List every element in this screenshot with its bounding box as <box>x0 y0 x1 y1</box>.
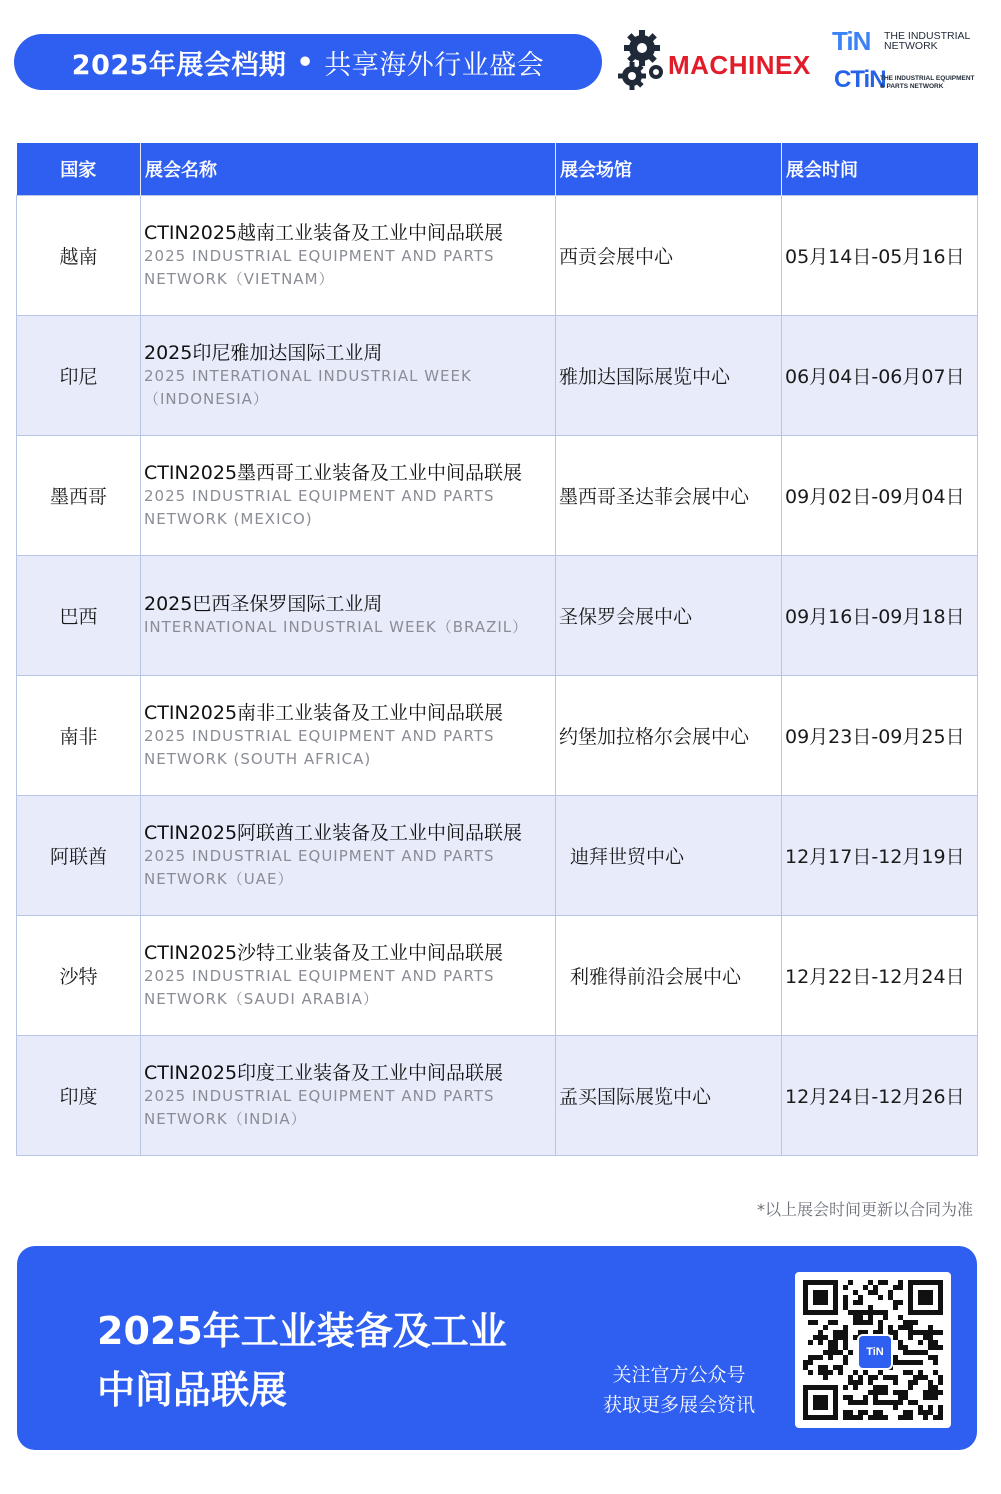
exhibition-name-cn: CTIN2025南非工业装备及工业中间品联展 <box>144 701 504 724</box>
machinex-logo-text: MACHINEX <box>668 50 811 80</box>
machinex-logo <box>616 26 812 96</box>
table-row <box>17 436 978 556</box>
ctin-logo <box>832 66 992 96</box>
exhibition-name-cn: CTIN2025阿联酋工业装备及工业中间品联展 <box>144 821 523 844</box>
table-header-row <box>17 143 978 196</box>
table-row <box>17 796 978 916</box>
table-row <box>17 916 978 1036</box>
ctin-logo-text: THE INDUSTRIAL EQUIPMENT & PARTS NETWORK <box>880 75 975 90</box>
exhibition-name-en: INTERNATIONAL INDUSTRIAL WEEK（BRAZIL） <box>144 618 529 636</box>
venue-cell: 约堡加拉格尔会展中心 <box>556 676 782 796</box>
promo-banner <box>17 1246 977 1450</box>
dates-cell: 12月24日-12月26日 <box>782 1036 978 1156</box>
dates-cell: 12月17日-12月19日 <box>782 796 978 916</box>
table-row <box>17 1036 978 1156</box>
country-cell: 印尼 <box>17 316 141 436</box>
exhibition-name-en: 2025 INDUSTRIAL EQUIPMENT AND PARTS NETWORK（UAE） <box>144 846 495 888</box>
country-cell: 南非 <box>17 676 141 796</box>
exhibition-name-cn: CTIN2025越南工业装备及工业中间品联展 <box>144 221 504 244</box>
country-cell: 印度 <box>17 1036 141 1156</box>
exhibition-name-cell <box>141 556 556 676</box>
table-row <box>17 676 978 796</box>
banner-title-line1: 2025年工业装备及工业 <box>97 1309 507 1353</box>
dates-cell: 09月23日-09月25日 <box>782 676 978 796</box>
exhibition-name-cn: 2025巴西圣保罗国际工业周 <box>144 593 383 615</box>
dates-cell: 05月14日-05月16日 <box>782 196 978 316</box>
disclaimer-note: *以上展会时间更新以合同为准 <box>756 1200 973 1219</box>
exhibition-name-cn: CTIN2025沙特工业装备及工业中间品联展 <box>144 941 504 964</box>
exhibition-name-cell <box>141 916 556 1036</box>
dates-cell: 09月02日-09月04日 <box>782 436 978 556</box>
ctin-logo-mark: CTiN <box>834 66 886 93</box>
header-country: 国家 <box>17 143 141 196</box>
follow-line2: 获取更多展会资讯 <box>603 1394 756 1416</box>
table-row <box>17 196 978 316</box>
exhibition-name-cell <box>141 196 556 316</box>
follow-line1: 关注官方公众号 <box>612 1364 746 1386</box>
exhibition-name-cell <box>141 676 556 796</box>
venue-cell: 西贡会展中心 <box>556 196 782 316</box>
header-exhibition-name: 展会名称 <box>141 143 556 196</box>
dates-cell: 06月04日-06月07日 <box>782 316 978 436</box>
exhibition-name-cell <box>141 436 556 556</box>
gears-icon <box>616 26 676 96</box>
follow-prompt <box>603 1360 755 1420</box>
qr-center-logo: TiN <box>857 1334 893 1370</box>
dates-cell: 09月16日-09月18日 <box>782 556 978 676</box>
table-row <box>17 316 978 436</box>
banner-title-line2: 中间品联展 <box>97 1368 288 1412</box>
country-cell: 越南 <box>17 196 141 316</box>
venue-cell: 墨西哥圣达菲会展中心 <box>556 436 782 556</box>
exhibition-name-en: 2025 INDUSTRIAL EQUIPMENT AND PARTS NETWORK (MEXICO) <box>144 486 495 528</box>
exhibition-name-en: 2025 INTERATIONAL INDUSTRIAL WEEK （INDONESIA） <box>144 366 472 408</box>
venue-cell: 雅加达国际展览中心 <box>556 316 782 436</box>
venue-cell: 孟买国际展览中心 <box>556 1036 782 1156</box>
header-banner <box>14 34 602 90</box>
tin-logo <box>830 26 990 56</box>
header-title-bold: 2025年展会档期 <box>71 49 287 81</box>
exhibition-name-cell <box>141 316 556 436</box>
exhibition-name-en: 2025 INDUSTRIAL EQUIPMENT AND PARTS NETWORK（SAUDI ARABIA） <box>144 966 495 1008</box>
venue-cell: 利雅得前沿会展中心 <box>556 916 782 1036</box>
exhibition-name-cn: CTIN2025墨西哥工业装备及工业中间品联展 <box>144 461 523 484</box>
exhibition-name-en: 2025 INDUSTRIAL EQUIPMENT AND PARTS NETWORK (SOUTH AFRICA) <box>144 726 495 768</box>
dates-cell: 12月22日-12月24日 <box>782 916 978 1036</box>
exhibition-name-en: 2025 INDUSTRIAL EQUIPMENT AND PARTS NETWORK（VIETNAM） <box>144 246 495 288</box>
country-cell: 墨西哥 <box>17 436 141 556</box>
table-row <box>17 556 978 676</box>
banner-title <box>97 1302 507 1420</box>
header-venue: 展会场馆 <box>556 143 782 196</box>
header-separator: • <box>296 46 315 78</box>
venue-cell: 迪拜世贸中心 <box>556 796 782 916</box>
tin-logo-text: THE INDUSTRIAL NETWORK <box>884 30 971 52</box>
venue-cell: 圣保罗会展中心 <box>556 556 782 676</box>
country-cell: 沙特 <box>17 916 141 1036</box>
header-dates: 展会时间 <box>782 143 978 196</box>
header-title-rest: 共享海外行业盛会 <box>324 49 545 81</box>
exhibition-name-en: 2025 INDUSTRIAL EQUIPMENT AND PARTS NETWORK（INDIA） <box>144 1086 495 1128</box>
country-cell: 阿联酋 <box>17 796 141 916</box>
wechat-qr-code[interactable] <box>795 1272 951 1428</box>
exhibition-name-cn: CTIN2025印度工业装备及工业中间品联展 <box>144 1061 504 1084</box>
country-cell: 巴西 <box>17 556 141 676</box>
exhibition-name-cell <box>141 1036 556 1156</box>
exhibition-name-cn: 2025印尼雅加达国际工业周 <box>144 341 383 364</box>
tin-logo-mark: TiN <box>832 26 871 56</box>
exhibition-name-cell <box>141 796 556 916</box>
exhibition-table <box>16 143 977 1156</box>
